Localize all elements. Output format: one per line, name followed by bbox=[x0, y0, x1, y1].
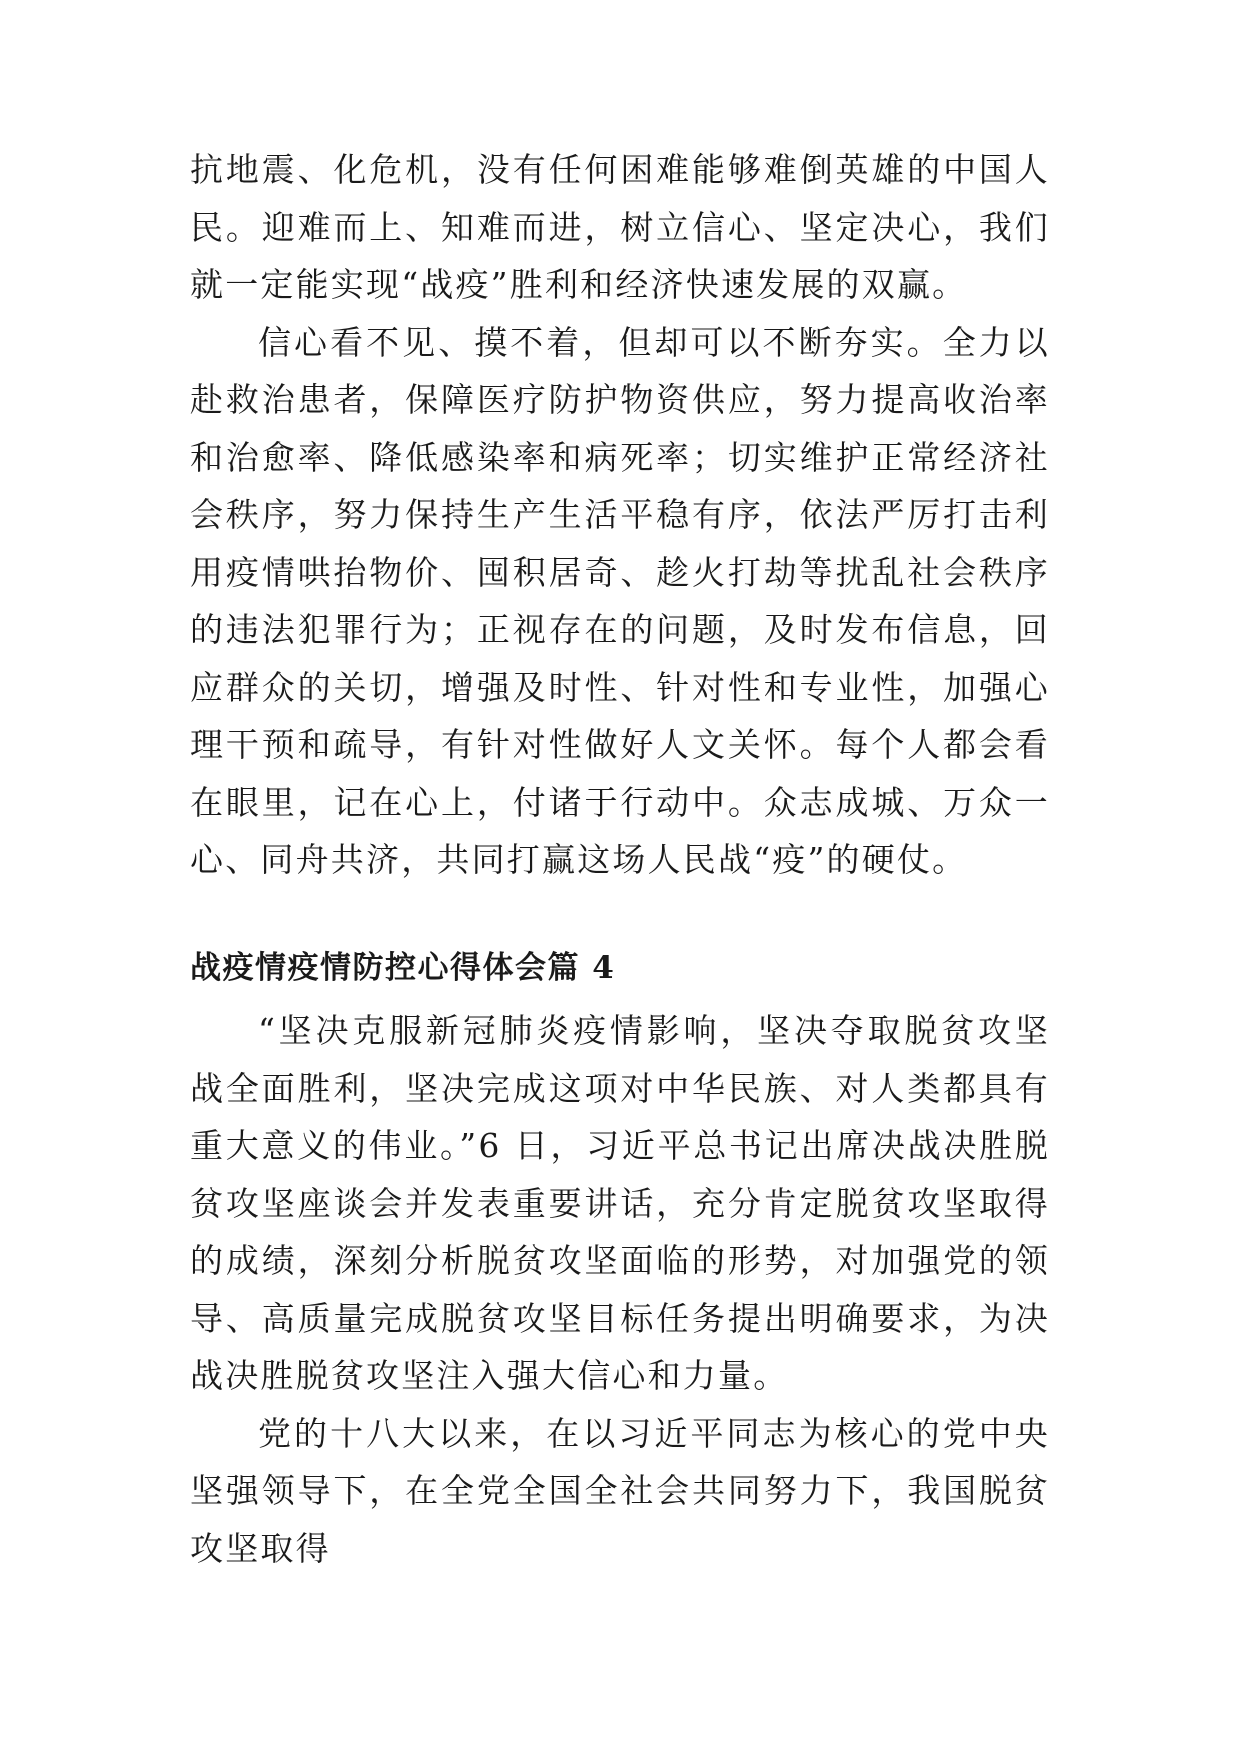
lower-text-block bbox=[190, 1002, 1050, 1577]
section-title: 战疫情疫情防控心得体会篇 4 bbox=[190, 950, 616, 986]
paragraph-party: 党的十八大以来，在以习近平同志为核心的党中央坚强领导下，在全党全国全社会共同努力下，我国脱贫攻坚取得 bbox=[190, 1413, 1050, 1568]
paragraph-confidence: 信心看不见、摸不着，但却可以不断夯实。全力以赴救治患者，保障医疗防护物资供应，努力提高收治率和治愈率、降低感染率和病死率；切实维护正常经济社会秩序，努力保持生产生活平稳有序，依法严厉打击利用疫情哄抬物价、囤积居奇、趁火打劫等扰乱社会秩序的违法犯罪行为；正视存在的问题，及时发布信息，回应群众的关切，增强及时性、针对性和专业性，加强心理干预和疏导，有针对性做好人文关怀。每个人都会看在眼里，记在心上，付诸于行动中。众志成城、万众一心、同舟共济，共同打赢这场人民战“疫”的硬仗。 bbox=[190, 322, 1050, 879]
upper-text-block bbox=[190, 141, 1050, 889]
paragraph-continuation: 抗地震、化危机，没有任何困难能够难倒英雄的中国人民。迎难而上、知难而进，树立信心、坚定决心，我们就一定能实现“战疫”胜利和经济快速发展的双赢。 bbox=[190, 150, 1050, 304]
paragraph-quote: “坚决克服新冠肺炎疫情影响，坚决夺取脱贫攻坚战全面胜利，坚决完成这项对中华民族、对人类都具有重大意义的伟业。”6 日，习近平总书记出席决战决胜脱贫攻坚座谈会并发表重要讲话，充分肯定脱贫攻坚取得的成绩，深刻分析脱贫攻坚面临的形势，对加强党的领导、高质量完成脱贫攻坚目标任务提出明确要求，为决战决胜脱贫攻坚注入强大信心和力量。 bbox=[190, 1011, 1050, 1395]
